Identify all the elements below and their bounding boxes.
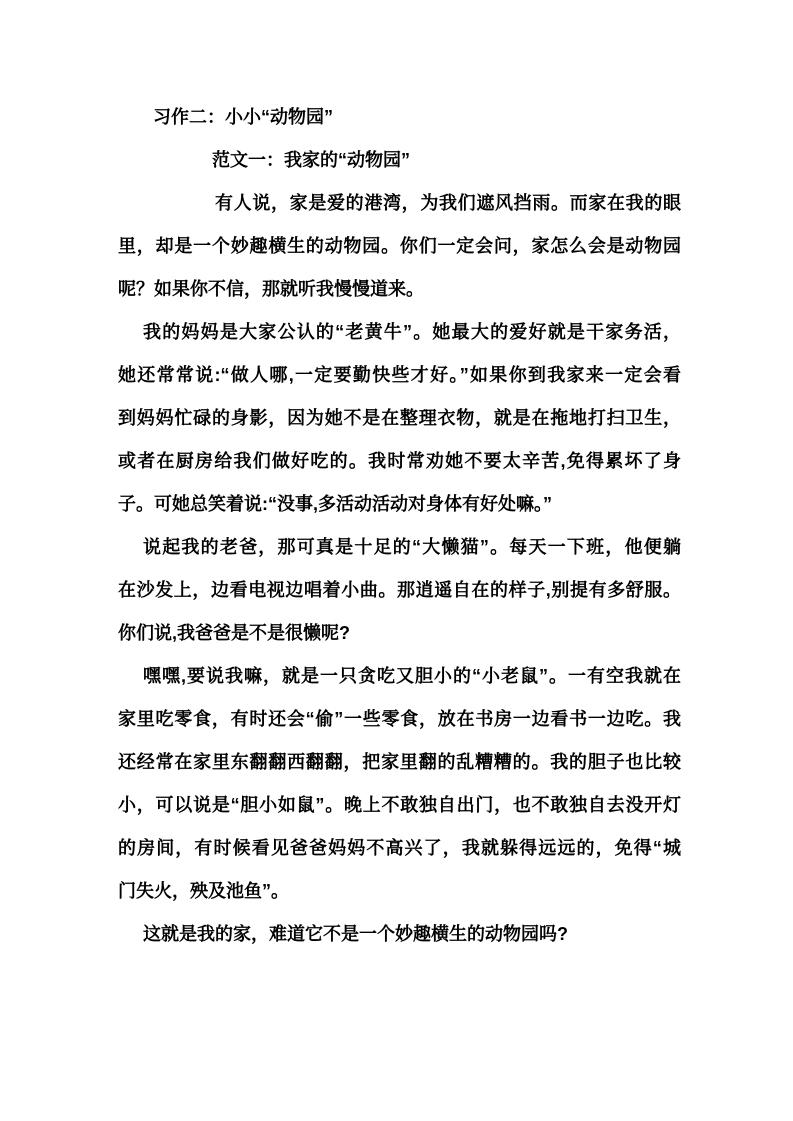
paragraph — [118, 526, 681, 655]
paragraph — [118, 655, 681, 913]
paragraph-line: 她还常常说:“做人哪,一定要勤快些才好。”如果你到我家来一定会看 — [118, 365, 681, 385]
paragraph — [118, 311, 681, 526]
paragraph — [118, 913, 681, 956]
document-subtitle: 范文一：我家的“动物园” — [212, 150, 410, 170]
paragraph-line: 在沙发上，边看电视边唱着小曲。那逍遥自在的样子,别提有多舒服。 — [118, 580, 681, 600]
paragraph-line: 或者在厨房给我们做好吃的。我时常劝她不要太辛苦,免得累坏了身 — [118, 451, 681, 471]
paragraph-line: 家里吃零食，有时还会“偷”一些零食，放在书房一边看书一边吃。我 — [118, 709, 681, 729]
paragraph-line: 的房间，有时候看见爸爸妈妈不高兴了，我就躲得远远的，免得“城 — [118, 838, 681, 858]
paragraph-line: 还经常在家里东翻翻西翻翻，把家里翻的乱糟糟的。我的胆子也比较 — [118, 752, 681, 772]
paragraph-line: 嘿嘿,要说我嘛，就是一只贪吃又胆小的“小老鼠”。一有空我就在 — [143, 666, 681, 686]
paragraph-line: 你们说,我爸爸是不是很懒呢? — [118, 623, 350, 643]
paragraph-line: 有人说，家是爱的港湾，为我们遮风挡雨。而家在我的眼 — [215, 193, 681, 213]
paragraph-line: 子。可她总笑着说:“没事,多活动活动对身体有好处嘛。” — [118, 494, 552, 514]
essay-body — [118, 182, 681, 956]
paragraph-line: 到妈妈忙碌的身影，因为她不是在整理衣物，就是在拖地打扫卫生， — [118, 408, 681, 428]
paragraph-line: 我的妈妈是大家公认的“老黄牛”。她最大的爱好就是干家务活， — [143, 322, 681, 342]
paragraph-line: 这就是我的家，难道它不是一个妙趣横生的动物园吗? — [143, 924, 568, 944]
paragraph-line: 门失火，殃及池鱼”。 — [118, 881, 289, 901]
paragraph-line: 里，却是一个妙趣横生的动物园。你们一定会问，家怎么会是动物园 — [118, 236, 681, 256]
paragraph-line: 说起我的老爸，那可真是十足的“大懒猫”。每天一下班，他便躺 — [143, 537, 681, 557]
paragraph — [118, 182, 681, 311]
paragraph-line: 小，可以说是“胆小如鼠”。晚上不敢独自出门，也不敢独自去没开灯 — [118, 795, 681, 815]
document-title: 习作二：小小“动物园” — [153, 107, 333, 127]
paragraph-line: 呢？如果你不信，那就听我慢慢道来。 — [118, 279, 424, 299]
text-block — [118, 96, 681, 956]
